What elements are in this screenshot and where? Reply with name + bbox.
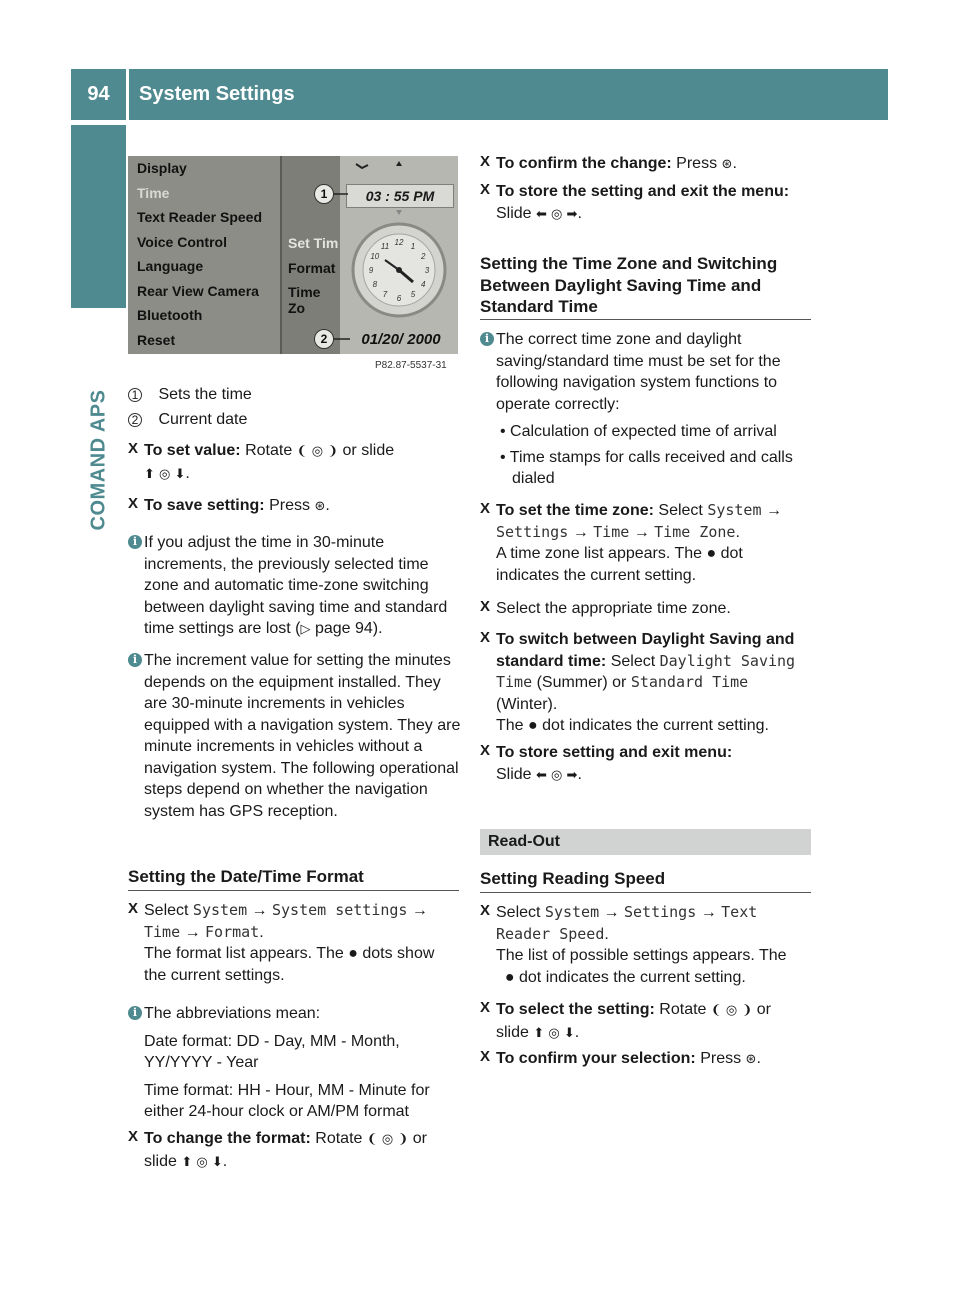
callout-lines <box>128 156 458 354</box>
figure-caption: P82.87-5537-31 <box>375 360 447 371</box>
step-arrow-icon: X <box>128 440 139 457</box>
header-separator <box>126 69 129 120</box>
clock-numeral: 9 <box>368 266 374 275</box>
clock-numeral: 7 <box>382 290 388 300</box>
step-arrow-icon: X <box>480 598 491 615</box>
step-arrow-icon: X <box>480 500 491 517</box>
callout-1: 1 <box>314 184 334 204</box>
comand-screen-figure <box>128 156 458 354</box>
clock-numeral: 12 <box>394 238 404 247</box>
step-switch-dst: To switch between Daylight Saving and standard time: Select Daylight Saving Time (Summer) or Standard Time (Winter). The ● dot indicates the current setting. <box>496 631 796 734</box>
menu-item-active: Time <box>137 184 170 201</box>
legend-1: 1 Sets the time <box>128 384 252 406</box>
menu-item: Language <box>137 258 204 274</box>
clock-numeral: 11 <box>380 241 390 251</box>
menu-item: Text Reader Speed <box>137 209 263 225</box>
step-store-exit: To store the setting and exit the menu: Slide ⬅ ◎ ➡. <box>496 183 790 222</box>
submenu-item: Set Tim <box>288 235 339 251</box>
section-heading-reading-speed: Setting Reading Speed <box>480 869 666 888</box>
clock-numeral: 10 <box>370 252 380 261</box>
step-select-setting: To select the setting: Rotate ❨ ◎ ❩ or slide ⬆ ◎ ⬇. <box>496 1001 771 1041</box>
callout-2: 2 <box>314 329 334 349</box>
step-change-format: To change the format: Rotate ❨ ◎ ❩ or slide ⬆ ◎ ⬇. <box>144 1130 427 1170</box>
section-heading-format: Setting the Date/Time Format <box>128 867 364 886</box>
side-label: COMAND APS <box>87 389 109 531</box>
step-arrow-icon: X <box>480 153 491 170</box>
step-arrow-icon: X <box>480 629 491 646</box>
info-icon: i <box>480 332 494 346</box>
clock-numeral: 3 <box>424 266 430 275</box>
info-icon: i <box>128 653 142 667</box>
step-set-value: To set value: Rotate ❨ ◎ ❩ or slide ⬆ ◎ ⬇. <box>144 442 395 482</box>
info-note-3: The abbreviations mean: Date format: DD - Day, MM - Month, YY/YYYY - Year Time format: HH - Hour, MM - Minute for either 24-hour clock or AM/PM format <box>144 1005 430 1120</box>
info-icon: i <box>128 1006 142 1020</box>
side-tab <box>71 125 126 308</box>
clock-numeral: 8 <box>372 280 378 289</box>
clock-numeral: 2 <box>420 252 426 261</box>
clock-numeral: 4 <box>420 280 426 289</box>
step-store-exit-menu: To store setting and exit menu: Slide ⬅ ◎ ➡. <box>496 744 733 783</box>
step-arrow-icon: X <box>480 999 491 1016</box>
menu-item: Voice Control <box>137 233 227 250</box>
submenu-item: Time Zo <box>288 284 321 316</box>
clock-numeral: 5 <box>410 290 416 300</box>
step-select-timezone: Select the appropriate time zone. <box>496 600 731 617</box>
menu-item: Reset <box>137 331 176 348</box>
info-note-timezone: The correct time zone and daylight saving/standard time must be set for the following navigation system functions to operate correctly: • Calculation of expected time of arrival • Time stamps for calls received and calls dialed <box>496 331 793 487</box>
heading-rule <box>480 319 811 320</box>
heading-rule <box>128 890 459 891</box>
clock-numeral: 1 <box>410 241 416 251</box>
menu-item: Display <box>137 160 187 176</box>
step-select-format: Select System → System settings → Time → Format. The format list appears. The ● dots show the current settings. <box>144 901 435 984</box>
step-arrow-icon: X <box>480 181 491 198</box>
step-confirm-change: To confirm the change: Press ⊛. <box>496 155 737 172</box>
section-bar-readout: Read-Out <box>480 829 811 855</box>
step-select-reading-speed: Select System → Settings → Text Reader Speed. The list of possible settings appears. The ● dot indicates the current setting. <box>496 903 787 986</box>
page-header <box>71 69 888 120</box>
step-arrow-icon: X <box>128 900 139 917</box>
step-set-timezone: To set the time zone: Select System → Settings → Time → Time Zone. A time zone list appears. The ● dot indicates the current setting. <box>496 501 782 584</box>
step-arrow-icon: X <box>480 1048 491 1065</box>
legend-2: 2 Current date <box>128 409 247 431</box>
section-heading-timezone: Setting the Time Zone and Switching Between Daylight Saving Time and Standard Time <box>480 254 778 316</box>
menu-item: Rear View Camera <box>137 282 259 299</box>
heading-rule <box>480 892 811 893</box>
info-note-1: If you adjust the time in 30-minute increments, the previously selected time zone and automatic time-zone switching between daylight saving time and standard time settings are lost (▷ page 94). <box>144 534 448 637</box>
clock-numeral: 6 <box>396 294 402 303</box>
step-arrow-icon: X <box>128 1128 139 1145</box>
step-arrow-icon: X <box>128 495 139 512</box>
step-arrow-icon: X <box>480 742 491 759</box>
step-confirm-selection: To confirm your selection: Press ⊛. <box>496 1050 761 1067</box>
page-number: 94 <box>87 83 110 105</box>
time-display: 03 : 55 PM <box>346 184 454 208</box>
date-display: 01/20/ 2000 <box>361 331 441 348</box>
info-note-2: The increment value for setting the minutes depends on the equipment installed. They are 30-minute increments in vehicles equipped with a navigation system. They are minute increments in vehicles without a navigation system. The following operational steps depend on whether the navigation system has GPS reception. <box>144 652 461 820</box>
menu-item: Bluetooth <box>137 307 203 323</box>
step-save-setting: To save setting: Press ⊛. <box>144 497 330 514</box>
page-title: System Settings <box>139 83 295 105</box>
submenu-item: Format <box>288 260 336 276</box>
info-icon: i <box>128 535 142 549</box>
step-arrow-icon: X <box>480 902 491 919</box>
